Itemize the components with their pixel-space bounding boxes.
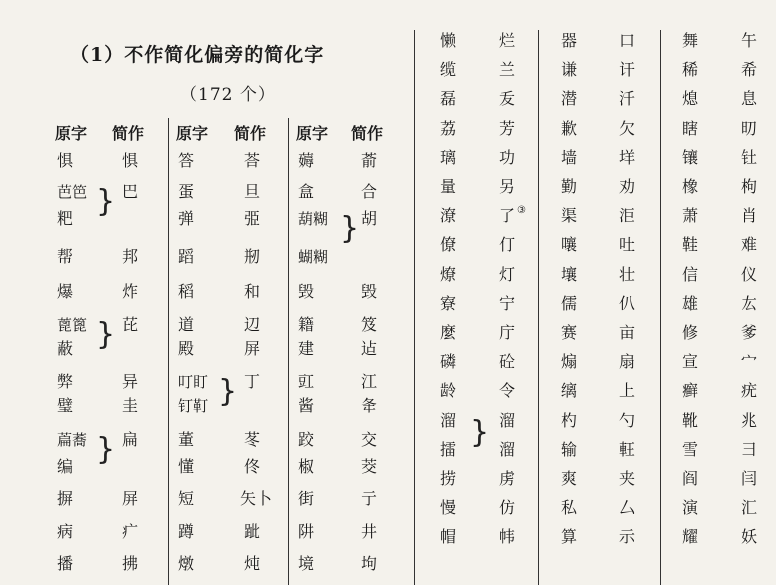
original-char: 燉 — [178, 554, 195, 573]
table-cell: 夹 — [618, 469, 635, 488]
table-cell: 汘 — [618, 89, 635, 109]
brace-icon: } — [218, 374, 238, 409]
table-cell: 劝 — [618, 177, 635, 196]
original-char: 蹲 — [178, 522, 195, 541]
table-cell: 橡 — [681, 177, 698, 196]
table-cell: 私 — [560, 498, 577, 518]
table-cell: 叐 — [498, 89, 515, 109]
table-cell: 寮 — [439, 293, 456, 313]
table-cell: 烂 — [498, 31, 515, 50]
table-cell: 欠 — [618, 118, 635, 138]
table-cell: 扇 — [618, 352, 635, 372]
simplified-char: 毁 — [360, 282, 377, 301]
table-cell: 亩 — [618, 323, 635, 342]
table-cell: 壤 — [560, 264, 577, 284]
column-header-original: 原字 — [295, 124, 328, 143]
footnote-mark: ③ — [517, 205, 526, 217]
original-char: 蓖篦 — [57, 316, 88, 334]
table-cell: 捞 — [439, 469, 456, 488]
original-char: 粑 — [57, 209, 74, 228]
original-char: 毁 — [298, 282, 315, 301]
simplified-char: 屏 — [243, 339, 260, 358]
original-char: 懂 — [178, 457, 195, 476]
table-cell: 算 — [560, 527, 577, 547]
original-char: 惧 — [57, 151, 74, 170]
simplified-char: 迠 — [360, 339, 377, 358]
simplified-char: 萮 — [360, 151, 377, 170]
simplified-char: 辺 — [243, 315, 260, 334]
table-cell: 溜 — [439, 410, 456, 430]
simplified-char: 夅 — [360, 396, 377, 415]
simplified-char: 拂 — [121, 554, 138, 573]
column-divider — [660, 30, 661, 585]
table-cell: 午 — [740, 31, 757, 50]
table-cell: 仃 — [498, 235, 515, 255]
table-cell: 疣 — [740, 381, 757, 401]
table-cell: 軖 — [618, 439, 635, 459]
table-cell: 缆 — [439, 60, 456, 80]
simplified-char: 剏 — [243, 247, 260, 266]
table-cell: 息 — [740, 89, 757, 109]
original-char: 爆 — [57, 282, 74, 301]
table-cell: 庁 — [498, 323, 515, 342]
section-title: （1）不作简化偏旁的简化字 — [70, 44, 325, 66]
simplified-char: 圭 — [121, 396, 138, 415]
table-cell: 溜 — [498, 410, 515, 430]
table-cell: 旫 — [740, 118, 757, 138]
table-cell: 稀 — [681, 60, 698, 80]
table-cell: 彐 — [740, 439, 757, 459]
original-char: 萹蕎 — [57, 431, 88, 449]
table-cell: 阎 — [681, 469, 698, 488]
original-char: 稻 — [178, 282, 195, 301]
table-cell: 功 — [498, 147, 515, 167]
table-cell: 宣 — [681, 352, 698, 372]
table-cell: 口 — [618, 31, 635, 50]
original-char: 叮盯 — [178, 373, 209, 391]
table-cell: 修 — [681, 323, 698, 342]
simplified-char: 巴 — [121, 182, 138, 201]
simplified-char: 旦 — [243, 182, 260, 201]
original-char: 蔽 — [57, 339, 74, 358]
original-char: 璧 — [57, 396, 74, 415]
table-cell: 爽 — [560, 469, 577, 488]
table-cell: 僚 — [439, 235, 456, 255]
table-cell: 灯 — [498, 264, 515, 284]
table-cell: 勤 — [560, 177, 577, 196]
table-cell: 壮 — [618, 264, 635, 284]
table-cell: 渠 — [560, 206, 577, 226]
original-char: 编 — [57, 457, 74, 476]
table-cell: 虏 — [498, 469, 515, 488]
original-char: 蹈 — [178, 247, 195, 266]
table-cell: 帏 — [498, 527, 515, 547]
table-cell: 爹 — [740, 323, 757, 342]
simplified-char: 苳 — [243, 430, 260, 449]
table-cell: 嚷 — [560, 235, 577, 255]
original-char: 播 — [57, 554, 74, 573]
table-cell: 钍 — [740, 147, 757, 167]
table-cell: 芳 — [498, 118, 515, 138]
simplified-char: 异 — [121, 372, 138, 391]
original-char: 酱 — [298, 396, 315, 415]
simplified-char: 屏 — [121, 489, 138, 508]
table-cell: 吐 — [618, 235, 635, 255]
table-cell: 麼 — [439, 323, 456, 342]
table-cell: 歉 — [560, 118, 577, 138]
table-cell: 帽 — [439, 527, 456, 547]
original-char: 葫糊 — [298, 210, 329, 228]
simplified-char: 佟 — [243, 457, 260, 476]
table-cell: 雄 — [681, 293, 698, 313]
table-cell: 谦 — [560, 60, 577, 80]
simplified-char: 跐 — [243, 522, 260, 541]
original-char: 病 — [57, 522, 74, 541]
simplified-char: 炸 — [121, 282, 138, 301]
table-cell: 儒 — [560, 293, 577, 313]
table-cell: 癣 — [681, 381, 698, 401]
table-cell: 墙 — [560, 147, 577, 167]
simplified-char: 芘 — [121, 315, 138, 334]
table-cell: 汇 — [740, 498, 757, 518]
table-cell: 耀 — [681, 527, 698, 547]
column-header-simplified: 简作 — [111, 124, 144, 143]
table-cell: 妖 — [740, 527, 757, 547]
original-char: 道 — [178, 315, 195, 334]
table-cell: 难 — [740, 235, 757, 255]
table-cell: 慢 — [439, 498, 456, 518]
table-cell: 萧 — [681, 206, 698, 226]
table-cell: 令 — [498, 381, 515, 401]
simplified-char: 茭 — [360, 457, 377, 476]
table-cell: 靴 — [681, 410, 698, 430]
table-cell: 宁 — [498, 293, 515, 313]
brace-icon: } — [96, 317, 116, 352]
simplified-char: 亍 — [360, 489, 377, 508]
table-cell: 磊 — [439, 89, 456, 109]
table-cell: 肖 — [740, 206, 757, 226]
simplified-char: 邦 — [121, 247, 138, 266]
original-char: 跤 — [298, 430, 315, 449]
original-char: 短 — [178, 489, 195, 508]
original-char: 芭笆 — [57, 183, 88, 201]
original-char: 钉靪 — [178, 397, 209, 415]
table-cell: 璃 — [439, 147, 456, 167]
column-divider — [288, 118, 289, 585]
column-divider — [414, 30, 415, 585]
simplified-char: 荅 — [243, 151, 260, 170]
original-char: 建 — [298, 339, 315, 358]
table-cell: 雪 — [681, 439, 698, 459]
table-cell: 示 — [618, 527, 635, 547]
table-cell: 荔 — [439, 118, 456, 138]
simplified-char: 和 — [243, 282, 260, 301]
table-cell: 演 — [681, 498, 698, 518]
original-char: 弊 — [57, 372, 74, 391]
original-char: 阱 — [298, 522, 315, 541]
original-char: 街 — [298, 489, 315, 508]
table-cell: 垟 — [618, 147, 635, 167]
column-divider — [538, 30, 539, 585]
column-header-original: 原字 — [54, 124, 87, 143]
original-char: 殿 — [178, 339, 195, 358]
table-cell: 兆 — [740, 410, 757, 430]
table-cell: 勺 — [618, 410, 635, 430]
brace-icon: } — [340, 211, 360, 246]
original-char: 董 — [178, 430, 195, 449]
table-cell: 器 — [560, 31, 577, 50]
simplified-char: 坸 — [360, 554, 377, 573]
column-divider — [168, 118, 169, 585]
table-cell: 另 — [498, 177, 515, 196]
table-cell: 潜 — [560, 89, 577, 109]
simplified-char: 丁 — [243, 372, 260, 391]
simplified-char: 井 — [360, 522, 377, 541]
simplified-char: 疒 — [121, 522, 138, 541]
table-cell: 龄 — [439, 381, 456, 401]
brace-icon: } — [96, 432, 116, 467]
table-cell: 厶 — [618, 498, 635, 518]
brace-icon: } — [96, 184, 116, 219]
table-cell: 镶 — [681, 147, 698, 167]
table-cell: 砼 — [498, 352, 515, 372]
table-cell: 煽 — [560, 352, 577, 372]
original-char: 帮 — [57, 247, 74, 266]
table-cell: 熄 — [681, 89, 698, 109]
simplified-char: 笈 — [360, 315, 377, 334]
original-char: 答 — [178, 151, 195, 170]
original-char: 蛋 — [178, 182, 195, 201]
table-cell: 信 — [681, 264, 698, 284]
original-char: 盒 — [298, 182, 315, 201]
simplified-char: 矢卜 — [240, 489, 273, 508]
table-cell: 了 — [498, 206, 515, 226]
simplified-char: 弫 — [243, 209, 260, 228]
table-cell: 仈 — [618, 293, 635, 313]
simplified-char: 胡 — [360, 209, 377, 228]
original-char: 椒 — [298, 457, 315, 476]
table-cell: 杓 — [560, 410, 577, 430]
table-cell: 闫 — [740, 469, 757, 488]
original-char: 摒 — [57, 489, 74, 508]
table-cell: 枸 — [740, 177, 757, 196]
original-char: 豇 — [298, 372, 315, 391]
table-cell: 兰 — [498, 60, 515, 80]
table-cell: 输 — [560, 439, 577, 459]
table-cell: 上 — [618, 381, 635, 401]
original-char: 蝴糊 — [298, 248, 329, 266]
original-char: 薅 — [298, 151, 315, 170]
table-cell: 磷 — [439, 352, 456, 372]
column-header-simplified: 简作 — [350, 124, 383, 143]
table-cell: 鞋 — [681, 235, 698, 255]
simplified-char: 合 — [360, 182, 377, 201]
simplified-char: 扁 — [121, 430, 138, 449]
section-subtitle: （172 个） — [180, 85, 276, 105]
table-cell: 希 — [740, 60, 757, 80]
simplified-char: 交 — [360, 430, 377, 449]
brace-icon: } — [470, 414, 490, 450]
simplified-char: 炖 — [243, 554, 260, 573]
simplified-char: 江 — [360, 372, 377, 391]
table-cell: 洰 — [618, 206, 635, 226]
column-header-simplified: 简作 — [233, 124, 266, 143]
table-cell: 仪 — [740, 264, 757, 284]
table-cell: 赛 — [560, 323, 577, 342]
table-cell: 舞 — [681, 31, 698, 50]
original-char: 籍 — [298, 315, 315, 334]
simplified-char: 惧 — [121, 151, 138, 170]
table-cell: 懒 — [439, 31, 456, 50]
table-cell: 量 — [439, 177, 456, 196]
original-char: 弹 — [178, 209, 195, 228]
table-cell: 潦 — [439, 206, 456, 226]
table-cell: 缡 — [560, 381, 577, 401]
column-header-original: 原字 — [175, 124, 208, 143]
table-cell: 燎 — [439, 264, 456, 284]
table-cell: 宀 — [740, 352, 757, 372]
table-cell: 仿 — [498, 498, 515, 518]
table-cell: 瞎 — [681, 118, 698, 138]
table-cell: 溜 — [498, 439, 515, 459]
table-cell: 厷 — [740, 293, 757, 313]
table-cell: 讦 — [618, 60, 635, 80]
original-char: 境 — [298, 554, 315, 573]
table-cell: 擂 — [439, 439, 456, 459]
